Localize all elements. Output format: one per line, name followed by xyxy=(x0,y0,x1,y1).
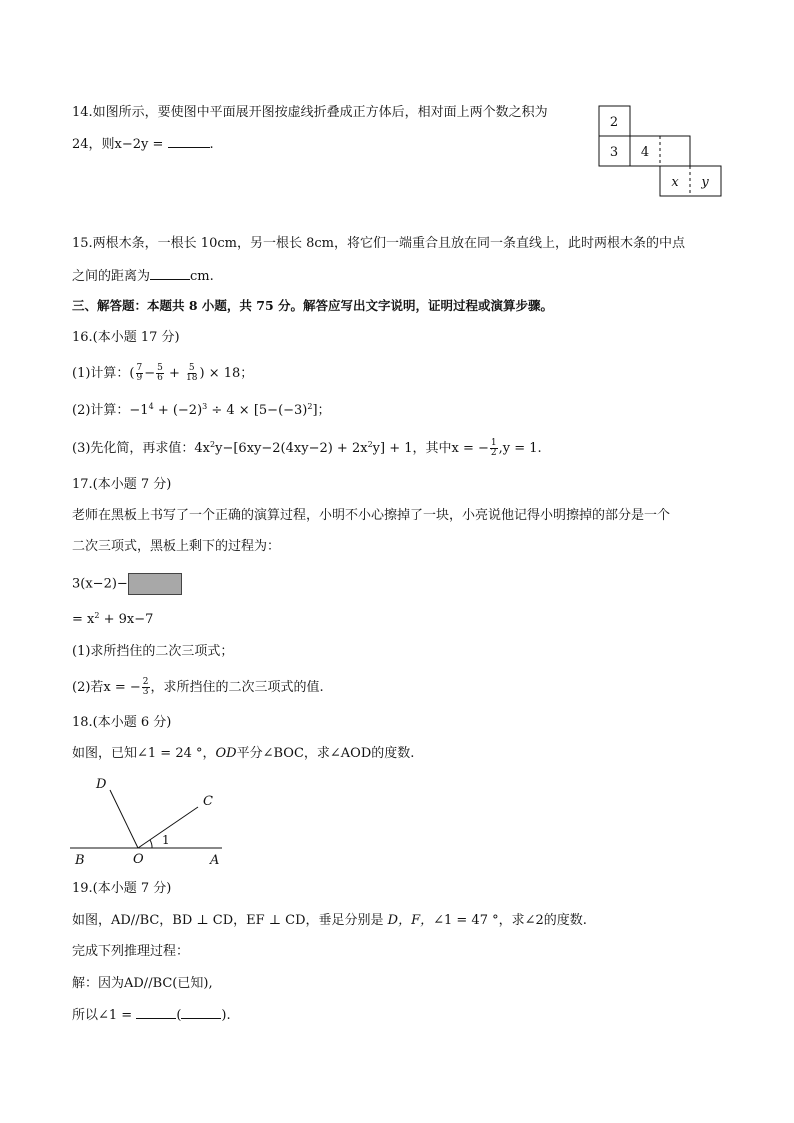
label-O: O xyxy=(133,852,144,867)
q15-answer-blank xyxy=(150,267,190,280)
q17-expression xyxy=(72,573,182,595)
q19-instruction: 完成下列推理过程： xyxy=(72,944,190,959)
angle-figure xyxy=(70,775,230,870)
q17-result: = $x^2 + 9x-7$ xyxy=(72,611,154,627)
label-B: B xyxy=(75,853,85,868)
net-label-3: 3 xyxy=(609,145,619,160)
net-label-y: y xyxy=(701,175,709,190)
q17-part2: (2)若x = − $\frac{2}{3}$ ，求所挡住的二次三项式的值. xyxy=(72,677,324,697)
q19-reason-blank xyxy=(181,1006,221,1019)
section3-title: 三、解答题：本题共 8 小题，共 75 分。解答应写出文字说明，证明过程或演算步骤。 xyxy=(72,298,554,313)
label-C: C xyxy=(203,794,213,809)
q15-line2 xyxy=(72,267,214,286)
q19-desc: 如图，AD//BC，BD ⊥ CD，EF ⊥ CD，垂足分别是 D，F，∠1 = 47 °，求∠2的度数. xyxy=(72,913,587,928)
q15-line1: 15.两根木条，一根长 10cm，另一根长 8cm，将它们一端重合且放在同一条直线上，此时两根木条的中点 xyxy=(72,236,685,251)
ray-od xyxy=(110,790,138,848)
net-label-2: 2 xyxy=(609,115,619,130)
q17-head: 17.(本小题 7 分) xyxy=(72,477,172,492)
q16-head: 16.(本小题 17 分) xyxy=(72,330,180,345)
label-D: D xyxy=(96,777,107,792)
angle-1-arc xyxy=(150,840,152,848)
q15-unit: cm. xyxy=(190,269,214,284)
q19-answer-blank xyxy=(136,1006,176,1019)
q14-period: . xyxy=(209,137,214,152)
q14-line1: 14.如图所示，要使图中平面展开图按虚线折叠成正方体后，相对面上两个数之积为 xyxy=(72,105,548,120)
fraction: $\frac{2}{3}$ xyxy=(142,677,149,697)
q14-line2 xyxy=(72,135,214,154)
erased-block xyxy=(128,573,182,595)
q15-text: 之间的距离为 xyxy=(72,269,151,284)
cube-net-figure xyxy=(598,105,724,199)
q17-desc1: 老师在黑板上书写了一个正确的演算过程，小明不小心擦掉了一块，小亮说他记得小明擦掉的部分是一个 xyxy=(72,508,671,523)
q16-p1-text: (1)计算：( xyxy=(72,366,135,381)
fraction: $\frac{7}{9}$ xyxy=(136,363,143,383)
q17-desc2: 二次三项式，黑板上剩下的过程为： xyxy=(72,539,281,554)
q17-part1: (1)求所挡住的二次三项式； xyxy=(72,644,234,659)
q14-text: 24，则x−2y = xyxy=(72,137,168,152)
q16-part3: (3)先化简，再求值：$4x^2y-[6xy-2(4xy-2) + 2x^2y] + 1$，其中x = − $\frac{1}{2}$ ,y = 1. xyxy=(72,438,542,458)
net-label-4: 4 xyxy=(640,145,650,160)
q19-head: 19.(本小题 7 分) xyxy=(72,881,172,896)
q18-head: 18.(本小题 6 分) xyxy=(72,715,172,730)
fraction: $\frac{1}{2}$ xyxy=(490,438,497,458)
q17-expr-text: 3(x−2)− xyxy=(72,576,128,592)
q19-step2: 所以∠1 = ( ). xyxy=(72,1008,231,1023)
q19-step1: 解：因为AD//BC(已知), xyxy=(72,976,213,991)
label-angle-1: 1 xyxy=(162,833,170,847)
fraction: $\frac{5}{18}$ xyxy=(186,363,198,383)
net-label-x: x xyxy=(671,175,679,190)
q14-answer-blank xyxy=(168,135,210,148)
q18-desc: 如图，已知∠1 = 24 °，OD平分∠BOC，求∠AOD的度数. xyxy=(72,746,415,761)
q16-part1: (1)计算：( $\frac{7}{9}$ − $\frac{5}{6}$ + $\frac{5}{18}$ ) × 18； xyxy=(72,363,254,383)
label-A: A xyxy=(210,853,220,868)
fraction: $\frac{5}{6}$ xyxy=(157,363,163,383)
q16-part2: (2)计算：$-1^4 + (-2)^3 \div 4 \times [5-(-3)^2]$； xyxy=(72,402,331,418)
